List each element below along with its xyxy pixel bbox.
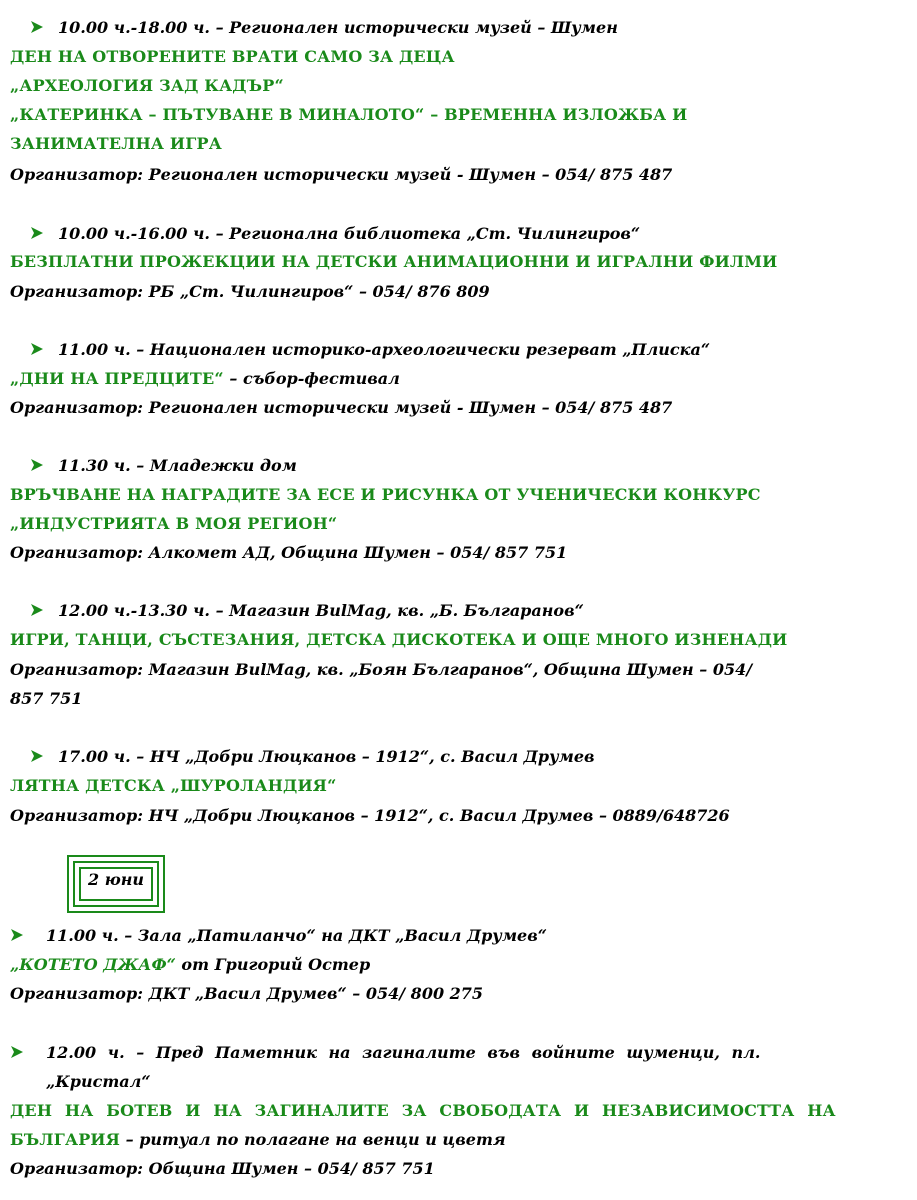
event-time-line: 11.00 ч. – Зала „Патиланчо“ на ДКТ „Васил Друмев“ bbox=[10, 925, 897, 947]
date-heading-box bbox=[67, 855, 165, 913]
event-time-line: 12.00 ч. – Пред Паметник на загиналите във войните шуменци, пл. bbox=[10, 1042, 897, 1064]
event-title-line: „ИНДУСТРИЯТА В МОЯ РЕГИОН“ bbox=[10, 514, 338, 533]
event-organizer: Организатор: Регионален исторически музей - Шумен – 054/ 875 487 bbox=[10, 398, 673, 417]
event-organizer: Организатор: Магазин BulMag, кв. „Боян Българанов“, Община Шумен – 054/ bbox=[10, 660, 753, 679]
event-organizer: Организатор: Регионален исторически музей - Шумен – 054/ 875 487 bbox=[10, 165, 673, 184]
event-time-line-continuation: „Кристал“ bbox=[46, 1072, 151, 1091]
event-title-line: ВРЪЧВАНЕ НА НАГРАДИТЕ ЗА ЕСЕ И РИСУНКА ОТ УЧЕНИЧЕСКИ КОНКУРС bbox=[10, 485, 761, 504]
event-time-line: 10.00 ч.-16.00 ч. – Регионална библиотека „Ст. Чилингиров“ bbox=[10, 223, 897, 245]
arrow-bullet-icon bbox=[30, 226, 44, 240]
event-title-line: „АРХЕОЛОГИЯ ЗАД КАДЪР“ bbox=[10, 76, 284, 95]
arrow-bullet-icon bbox=[30, 603, 44, 617]
event-time-line: 12.00 ч.-13.30 ч. – Магазин BulMag, кв. „Б. Българанов“ bbox=[10, 600, 897, 622]
event-organizer: Организатор: НЧ „Добри Люцканов – 1912“, с. Васил Друмев – 0889/648726 bbox=[10, 806, 730, 825]
event-title-line: ЗАНИМАТЕЛНА ИГРА bbox=[10, 134, 222, 153]
event-title-line: „ДНИ НА ПРЕДЦИТЕ“ – събор-фестивал bbox=[10, 369, 400, 388]
event-time-line: 11.00 ч. – Национален историко-археологически резерват „Плиска“ bbox=[10, 339, 897, 361]
event-title-line: ИГРИ, ТАНЦИ, СЪСТЕЗАНИЯ, ДЕТСКА ДИСКОТЕКА И ОЩЕ МНОГО ИЗНЕНАДИ bbox=[10, 630, 788, 649]
event-title-line: „КАТЕРИНКА – ПЪТУВАНЕ В МИНАЛОТО“ – ВРЕМЕННА ИЗЛОЖБА И bbox=[10, 105, 688, 124]
arrow-bullet-icon bbox=[30, 458, 44, 472]
date-heading: 2 юни bbox=[87, 870, 145, 889]
event-title-line: БЪЛГАРИЯ – ритуал по полагане на венци и цветя bbox=[10, 1130, 506, 1149]
event-organizer: Организатор: Община Шумен – 054/ 857 751 bbox=[10, 1159, 435, 1178]
event-title-line: БЕЗПЛАТНИ ПРОЖЕКЦИИ НА ДЕТСКИ АНИМАЦИОННИ И ИГРАЛНИ ФИЛМИ bbox=[10, 252, 778, 271]
event-title-line: ЛЯТНА ДЕТСКА „ШУРОЛАНДИЯ“ bbox=[10, 776, 337, 795]
arrow-bullet-icon bbox=[10, 928, 24, 942]
event-organizer: Организатор: ДКТ „Васил Друмев“ – 054/ 800 275 bbox=[10, 984, 484, 1003]
event-time-line: 10.00 ч.-18.00 ч. – Регионален исторически музей – Шумен bbox=[10, 17, 897, 39]
arrow-bullet-icon bbox=[10, 1045, 24, 1059]
arrow-bullet-icon bbox=[30, 342, 44, 356]
event-time-line: 17.00 ч. – НЧ „Добри Люцканов – 1912“, с. Васил Друмев bbox=[10, 746, 897, 768]
event-time-line: 11.30 ч. – Младежки дом bbox=[10, 455, 897, 477]
event-title-line: ДЕН НА БОТЕВ И НА ЗАГИНАЛИТЕ ЗА СВОБОДАТА И НЕЗАВИСИМОСТТА НА bbox=[10, 1101, 836, 1120]
event-title-line: „КОТЕТО ДЖАФ“ от Григорий Остер bbox=[10, 955, 371, 974]
event-organizer: 857 751 bbox=[10, 689, 83, 708]
event-organizer: Организатор: Алкомет АД, Община Шумен – 054/ 857 751 bbox=[10, 543, 568, 562]
arrow-bullet-icon bbox=[30, 20, 44, 34]
arrow-bullet-icon bbox=[30, 749, 44, 763]
event-organizer: Организатор: РБ „Ст. Чилингиров“ – 054/ 876 809 bbox=[10, 282, 490, 301]
event-title-line: ДЕН НА ОТВОРЕНИТЕ ВРАТИ САМО ЗА ДЕЦА bbox=[10, 47, 455, 66]
